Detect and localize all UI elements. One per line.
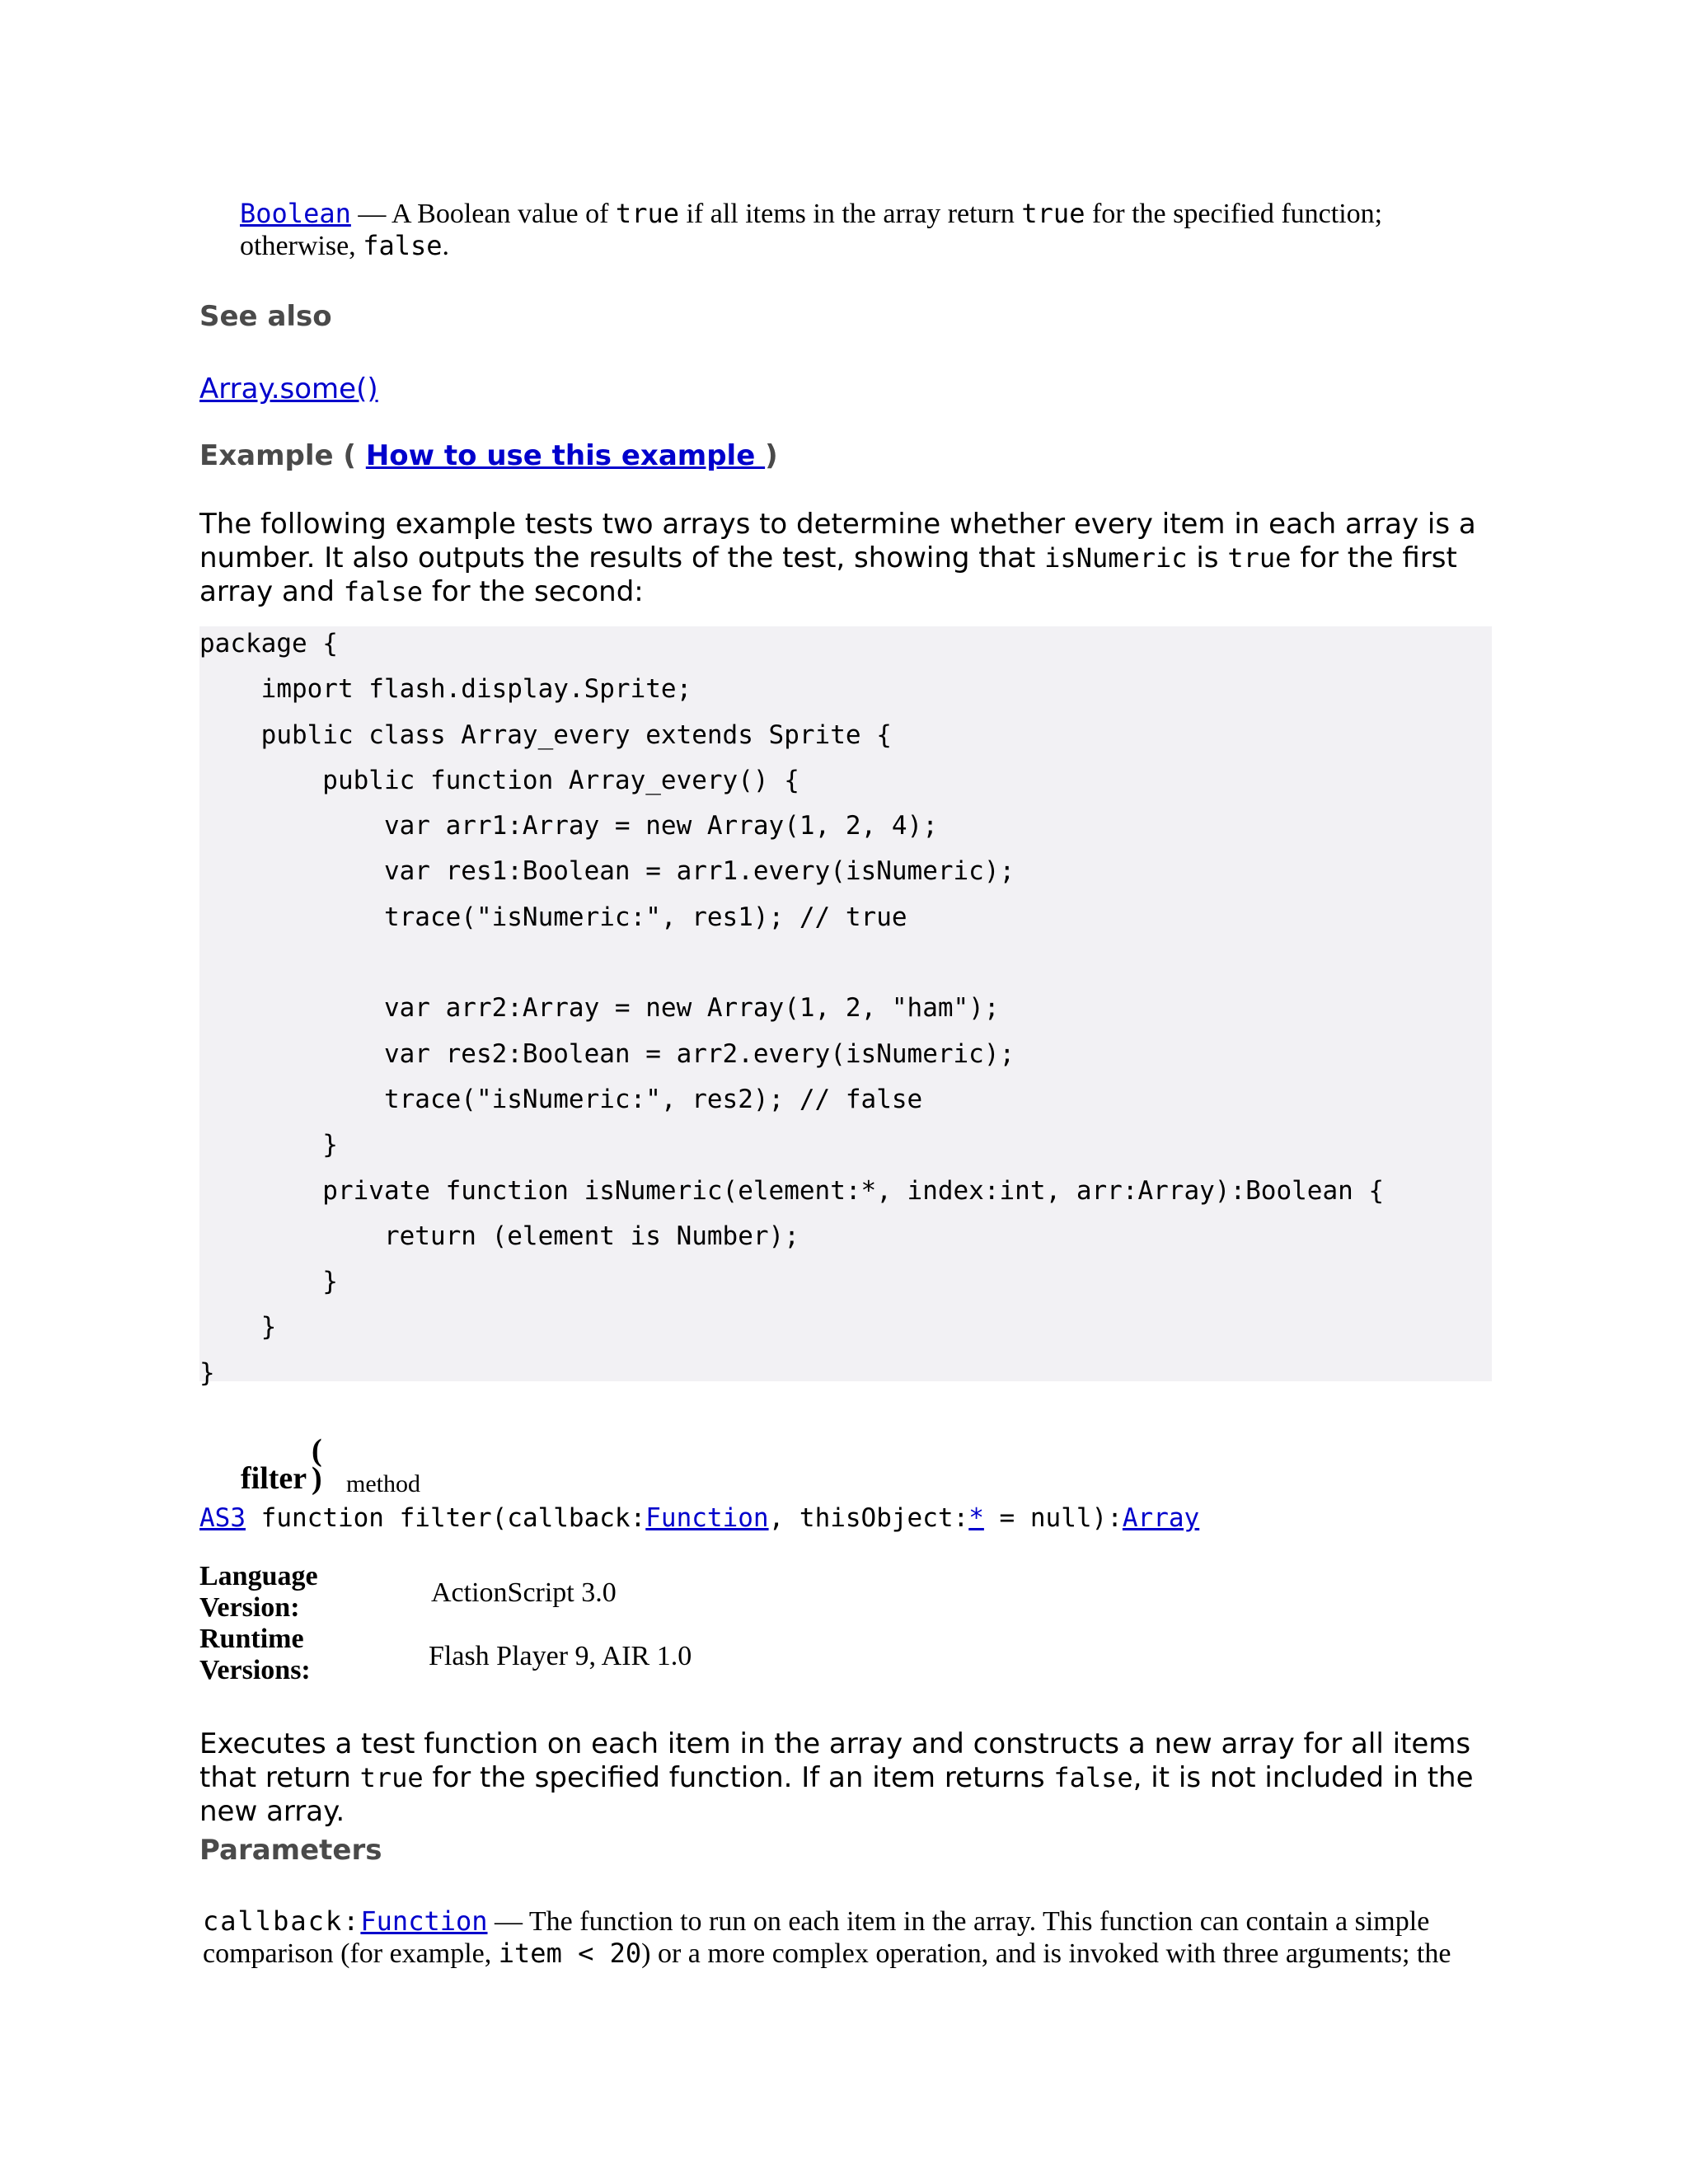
param-text: — The function to run on each item in the array. This function can contain a simple comparison (for example, [203, 1906, 1430, 1969]
signature-text: , thisObject: [768, 1503, 969, 1533]
method-name: filter [241, 1461, 307, 1496]
function-type-link[interactable]: Function [360, 1905, 488, 1937]
returns-text: for the specified function; otherwise, [240, 199, 1383, 261]
param-text: ) or a more complex operation, and is invoked with three arguments; the [641, 1938, 1451, 1969]
language-version-label: Language Version: [199, 1561, 318, 1623]
code-true: true [1227, 542, 1292, 574]
returns-text: . [442, 231, 450, 261]
example-heading-label: Example [199, 439, 334, 472]
code-false: false [363, 230, 443, 261]
method-paren-open: ( [312, 1433, 322, 1468]
paren: ) [765, 439, 778, 472]
runtime-versions-label: Runtime Versions: [199, 1624, 311, 1685]
parameters-heading: Parameters [199, 1834, 382, 1867]
code-false: false [1053, 1762, 1133, 1793]
language-version-value: ActionScript 3.0 [431, 1577, 617, 1608]
example-text: The following example tests two arrays to determine whether every item in each array is a number. It also outputs the results of the test, showing that [199, 508, 1476, 574]
signature-text: = null): [983, 1503, 1123, 1533]
returns-description [240, 198, 1410, 262]
array-type-link[interactable]: Array [1122, 1503, 1200, 1533]
as3-namespace-link[interactable]: AS3 [199, 1503, 246, 1533]
code-isnumeric: isNumeric [1044, 542, 1188, 574]
code-block: package { import flash.display.Sprite; public class Array_every extends Sprite { public function Array_every() { var arr1:Array = new Array(1, 2, 4); var res1:Boolean = arr1.every(isNumeric); trace("isNumeric:", res1); // true var arr2:Array = new Array(1, 2, "ham"); var res2:Boolean = arr2.every(isNumeric); trace("isNumeric:", res2); // false } private function isNumeric(element:*, index:int, arr:Array):Boolean { return (element is Number); } } } [199, 629, 1385, 1388]
param-name: callback: [203, 1905, 361, 1937]
example-text: for the first array and [199, 541, 1457, 608]
code-false: false [343, 576, 424, 607]
see-also-heading: See also [199, 300, 332, 333]
code-true: true [1021, 198, 1085, 229]
runtime-versions-value: Flash Player 9, AIR 1.0 [429, 1641, 692, 1671]
returns-text: if all items in the array return [678, 199, 1022, 229]
code-example: item < 20 [498, 1938, 642, 1969]
method-label: method [346, 1470, 420, 1497]
example-text: for the second: [423, 575, 644, 608]
any-type-link[interactable]: * [968, 1503, 984, 1533]
example-text: is [1187, 541, 1228, 574]
code-true: true [359, 1762, 424, 1793]
boolean-type-link[interactable]: Boolean [240, 198, 351, 229]
returns-text: — A Boolean value of [350, 199, 616, 229]
description-text: for the specified function. If an item returns [423, 1761, 1054, 1794]
description-text: , it is not included in the new array. [199, 1761, 1474, 1828]
function-type-link[interactable]: Function [645, 1503, 769, 1533]
description-text: Executes a test function on each item in the array and constructs a new array for all items that return [199, 1727, 1471, 1794]
paren: ( [333, 439, 366, 472]
signature-text: function filter(callback: [246, 1503, 646, 1533]
method-description [199, 1727, 1485, 1829]
example-heading [199, 439, 778, 472]
example-description [199, 508, 1485, 609]
parameter-callback [203, 1905, 1489, 1970]
code-true: true [615, 198, 679, 229]
array-some-link[interactable]: Array.some() [199, 373, 378, 405]
method-paren-close: ) [312, 1461, 322, 1496]
method-signature [199, 1503, 1199, 1533]
how-to-use-example-link[interactable]: How to use this example [365, 439, 766, 472]
